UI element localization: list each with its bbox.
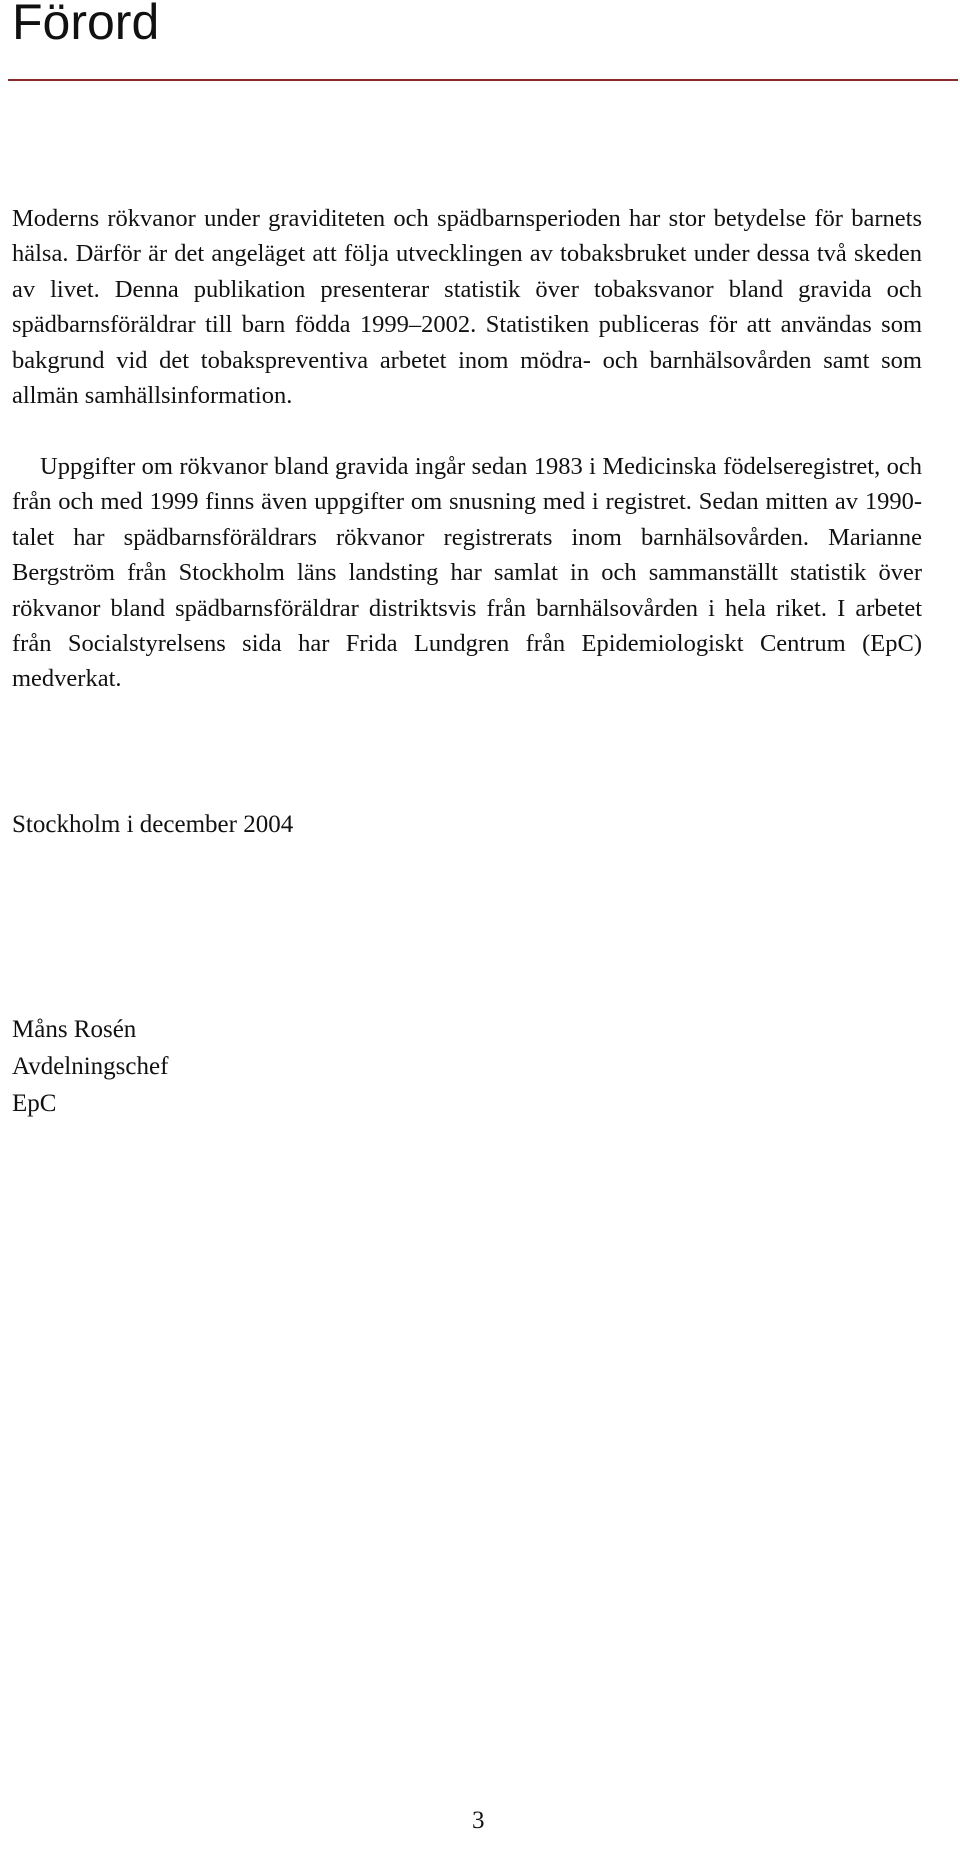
- body-paragraph-1: Moderns rökvanor under graviditeten och spädbarnsperioden har stor betydelse för barnets hälsa. Därför är det angeläget att följa utvecklingen av tobaksbruket under dessa två skeden av livet. Denna publikation presenterar statistik över tobaksvanor bland gravida och spädbarnsföräldrar till barn födda 1999–2002. Statistiken publiceras för att användas som bakgrund vid det tobakspreventiva arbetet inom mödra- och barnhälsovården samt som allmän samhällsinformation.: [12, 205, 922, 410]
- page-title: Förord: [12, 0, 160, 50]
- body-paragraph-2: Uppgifter om rökvanor bland gravida ingår sedan 1983 i Medicinska födelseregistret, och från och med 1999 finns även uppgifter om snusning med i registret. Sedan mitten av 1990-talet har spädbarnsföräldrars rökvanor registrerats inom barnhälsovården. Marianne Bergström från Stockholm läns landsting har samlat in och sammanställt statistik över rökvanor bland spädbarnsföräldrar distriktsvis från barnhälsovården i hela riket. I arbetet från Socialstyrelsens sida har Frida Lundgren från Epidemiologiskt Centrum (EpC) medverkat.: [12, 453, 922, 693]
- title-divider: [8, 79, 958, 81]
- page-number: 3: [472, 1807, 485, 1834]
- signatory-unit: EpC: [12, 1090, 57, 1117]
- signature-block: [12, 1011, 168, 1122]
- signatory-name: Måns Rosén: [12, 1016, 137, 1043]
- signatory-role: Avdelningschef: [12, 1053, 169, 1080]
- place-date-line: Stockholm i december 2004: [12, 811, 294, 838]
